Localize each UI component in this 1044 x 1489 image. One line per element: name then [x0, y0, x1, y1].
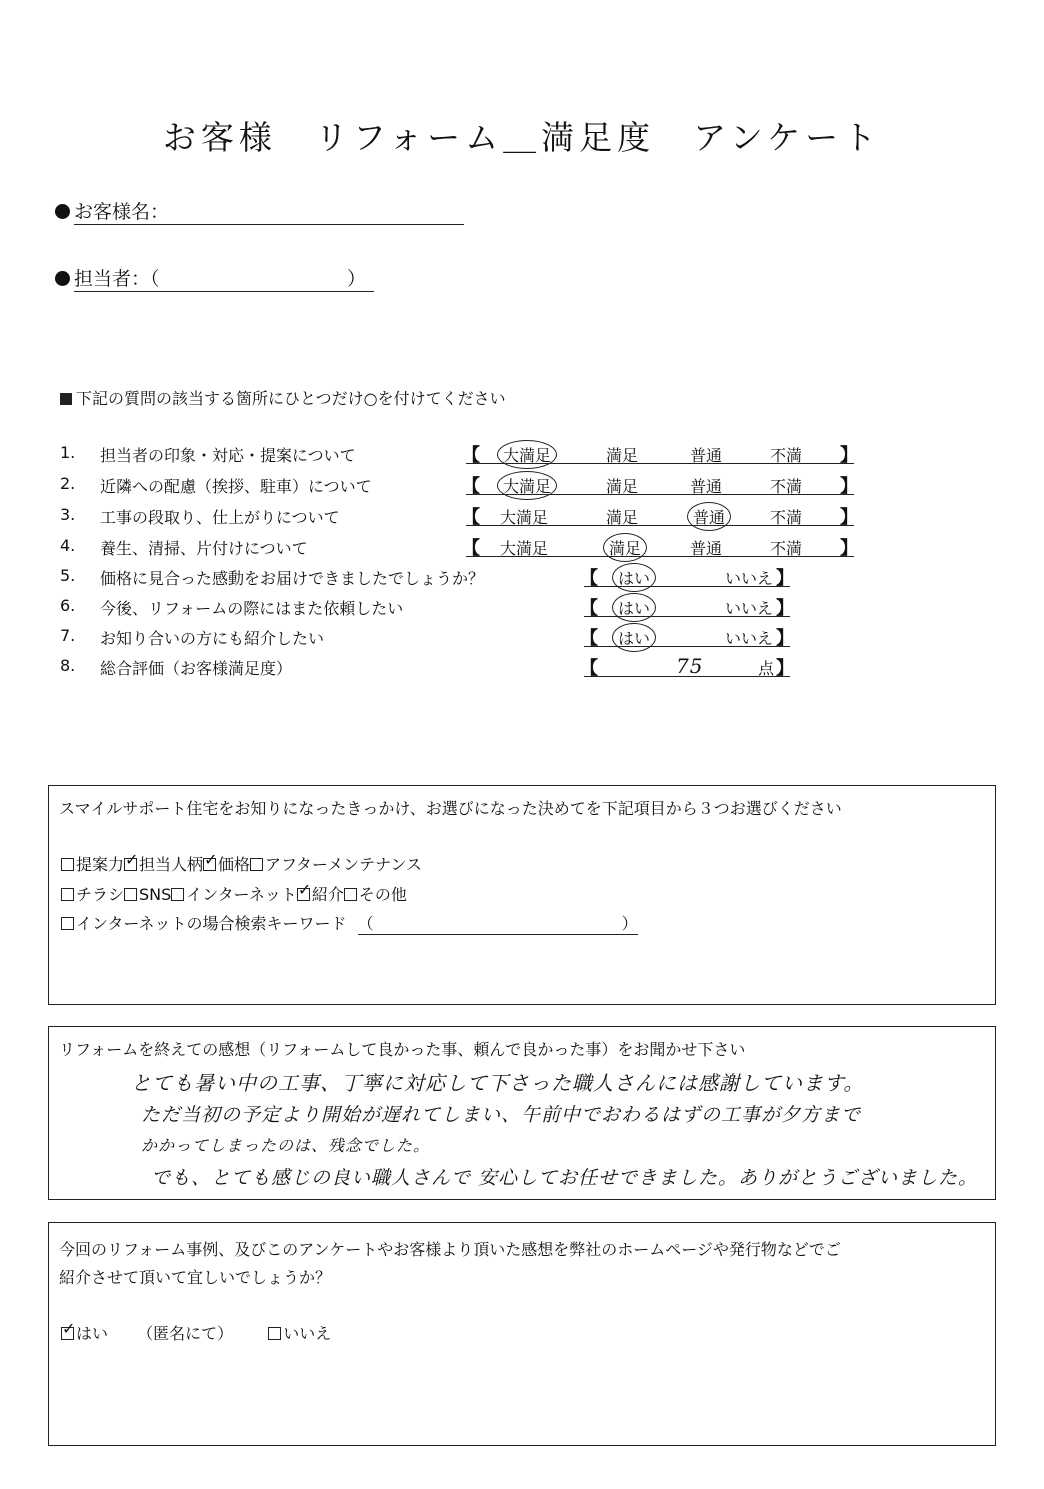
reason-line-1 [61, 852, 422, 875]
keyword-close-paren: ） [621, 914, 638, 933]
reason-section [48, 785, 996, 1005]
question-number: 1. [60, 443, 76, 462]
answer-option[interactable]: 満足 [603, 533, 647, 562]
staff-field[interactable] [55, 264, 385, 292]
reason-checkbox[interactable] [171, 888, 184, 901]
reason-checkbox[interactable] [297, 888, 310, 901]
reason-checkbox[interactable] [250, 858, 263, 871]
answer-option[interactable]: いいえ [725, 599, 774, 618]
impression-line-4: でも、とても感じの良い職人さんで 安心してお任せできました。ありがとうございました。 [151, 1167, 979, 1189]
answer-option[interactable]: 満足 [606, 477, 639, 496]
reason-option-label: 紹介 [311, 885, 344, 904]
bracket-close: 】 [776, 598, 794, 619]
keyword-open-paren: （ [357, 914, 374, 933]
keyword-input[interactable] [358, 911, 638, 935]
impression-line-2: ただ当初の予定より開始が遅れてしまい、午前中でおわるはずの工事が夕方まで [141, 1104, 862, 1126]
bracket-open: 【 [580, 598, 598, 619]
bracket-open: 【 [462, 476, 480, 497]
reason-checkbox[interactable] [203, 858, 216, 871]
keyword-label: インターネットの場合検索キーワード [76, 914, 347, 933]
answer-option[interactable]: 不満 [770, 539, 803, 558]
question-number: 2. [60, 474, 76, 493]
bracket-close: 】 [776, 628, 794, 649]
publish-heading-line-2: 紹介させて頂いて宜しいでしょうか？ [59, 1268, 332, 1287]
answer-option[interactable]: 大満足 [500, 539, 549, 558]
answer-option[interactable]: 普通 [690, 539, 723, 558]
keyword-row [61, 911, 638, 935]
impression-line-3: かかってしまったのは、残念でした。 [141, 1136, 431, 1155]
question-number: 7. [60, 626, 76, 645]
publish-heading-line-1: 今回のリフォーム事例、及びこのアンケートやお客様より頂いた感想を弊社のホームページや発行物などでご [59, 1240, 841, 1259]
publish-no-checkbox[interactable] [268, 1327, 281, 1340]
impression-heading: リフォームを終えての感想（リフォームして良かった事、頼んで良かった事）をお聞かせ下さい [59, 1040, 746, 1059]
reason-option-label: 提案力 [76, 855, 125, 874]
overall-score-value[interactable]: 75 [676, 654, 704, 678]
answer-option[interactable]: 満足 [606, 446, 639, 465]
staff-label: 担当者：（ [74, 268, 160, 290]
bracket-open: 【 [462, 445, 480, 466]
bullet-icon [55, 271, 70, 286]
reason-heading: スマイルサポート住宅をお知りになったきっかけ、お選びになった決めてを下記項目から３つお選びください [59, 799, 842, 818]
publish-yes-label: はい [76, 1324, 109, 1343]
customer-name-label: お客様名： [74, 201, 170, 223]
publish-section [48, 1222, 996, 1446]
instruction-text: 下記の質問の該当する箇所にひとつだけ○を付けてください [76, 389, 506, 408]
bracket-open: 【 [462, 538, 480, 559]
reason-option-label: 担当人柄 [139, 855, 204, 874]
survey-title: お客様 リフォーム＿満足度 アンケート [162, 118, 882, 157]
question-number: 5. [60, 566, 76, 585]
answer-option[interactable]: 不満 [770, 446, 803, 465]
publish-options [61, 1321, 331, 1344]
answer-option[interactable]: 大満足 [497, 440, 557, 469]
answer-option[interactable]: はい [612, 593, 656, 622]
reason-option-label: インターネット [186, 885, 297, 904]
reason-option-label: SNS [139, 885, 172, 904]
question-text: 担当者の印象・対応・提案について [100, 446, 356, 465]
bracket-open: 【 [580, 568, 598, 589]
answer-option[interactable]: はい [612, 623, 656, 652]
publish-anon-label: （匿名にて） [137, 1324, 234, 1343]
answer-option[interactable]: 不満 [770, 477, 803, 496]
answer-option[interactable]: 普通 [690, 477, 723, 496]
impression-line-1: とても暑い中の工事、丁寧に対応して下さった職人さんには感謝しています。 [131, 1071, 865, 1095]
question-text: 工事の段取り、仕上がりについて [100, 508, 340, 527]
reason-checkbox[interactable] [344, 888, 357, 901]
keyword-checkbox[interactable] [61, 917, 74, 930]
instruction [60, 386, 506, 409]
reason-option-label: その他 [358, 885, 407, 904]
publish-no-label: いいえ [283, 1324, 332, 1343]
publish-yes-checkbox[interactable] [61, 1327, 74, 1340]
question-number: 4. [60, 536, 76, 555]
answer-option[interactable]: はい [612, 563, 656, 592]
answer-option[interactable]: いいえ [725, 629, 774, 648]
bracket-close: 】 [840, 476, 858, 497]
question-number: 3. [60, 505, 76, 524]
question-number: 8. [60, 656, 76, 675]
reason-option-label: チラシ [76, 885, 125, 904]
bracket-close: 】 [776, 568, 794, 589]
bracket-open: 【 [580, 628, 598, 649]
question-text: お知り合いの方にも紹介したい [100, 629, 325, 648]
reason-checkbox[interactable] [124, 888, 137, 901]
question-text: 総合評価（お客様満足度） [100, 659, 293, 678]
reason-option-label: 価格 [218, 855, 251, 874]
question-text: 養生、清掃、片付けについて [100, 539, 308, 558]
answer-option[interactable]: 満足 [606, 508, 639, 527]
square-bullet-icon [60, 393, 72, 405]
bracket-open: 【 [580, 658, 598, 679]
reason-option-label: アフターメンテナンス [265, 855, 422, 874]
bullet-icon [55, 204, 70, 219]
question-number: 6. [60, 596, 76, 615]
reason-checkbox[interactable] [124, 858, 137, 871]
question-text: 近隣への配慮（挨拶、駐車）について [100, 477, 372, 496]
question-text: 価格に見合った感動をお届けできましたでしょうか？ [100, 569, 485, 588]
bracket-open: 【 [462, 507, 480, 528]
answer-option[interactable]: 不満 [770, 508, 803, 527]
bracket-close: 】 [776, 658, 794, 679]
bracket-close: 】 [840, 445, 858, 466]
answer-option[interactable]: 普通 [687, 502, 731, 531]
bracket-close: 】 [840, 507, 858, 528]
answer-option[interactable]: 大満足 [500, 508, 549, 527]
answer-option[interactable]: 普通 [690, 446, 723, 465]
impression-section [48, 1026, 996, 1200]
score-unit: 点 [758, 659, 775, 678]
reason-line-2 [61, 882, 407, 905]
reason-checkbox[interactable] [61, 858, 74, 871]
question-text: 今後、リフォームの際にはまた依頼したい [100, 599, 404, 618]
bracket-close: 】 [840, 538, 858, 559]
staff-close-paren: ） [346, 268, 366, 290]
reason-checkbox[interactable] [61, 888, 74, 901]
answer-option[interactable]: いいえ [725, 569, 774, 588]
customer-name-field[interactable] [55, 197, 475, 225]
answer-option[interactable]: 大満足 [497, 471, 557, 500]
